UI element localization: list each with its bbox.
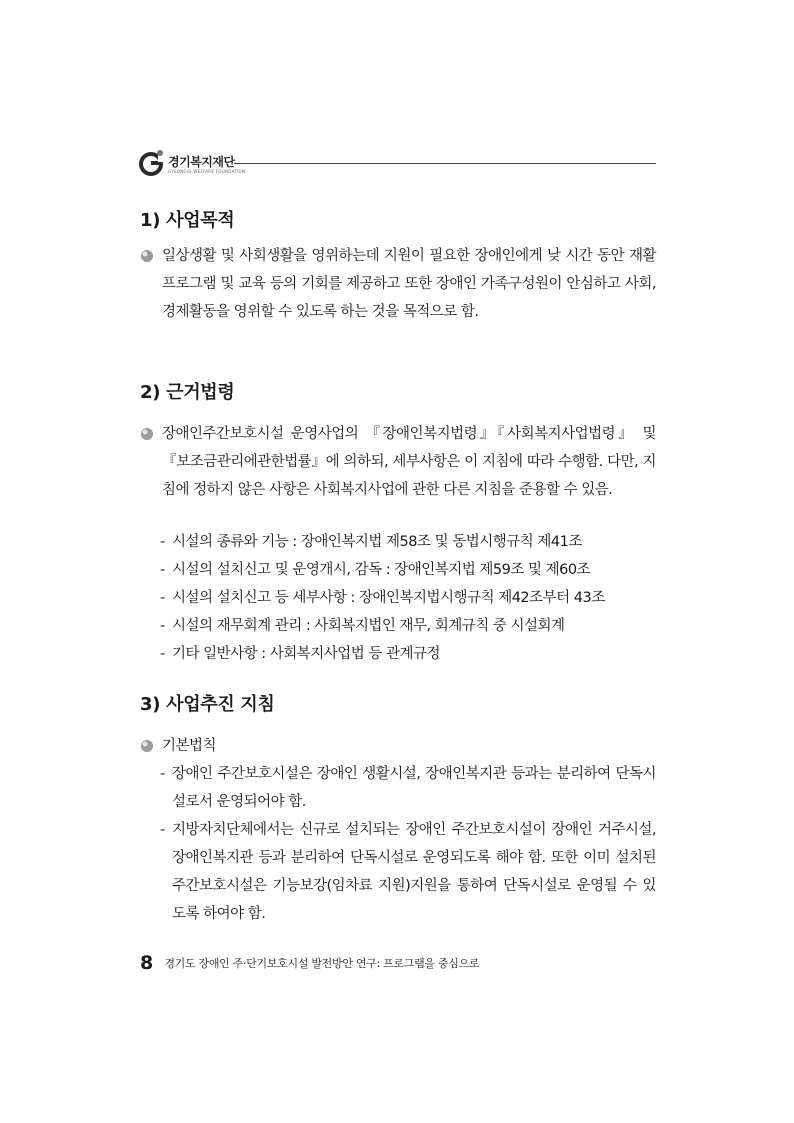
list-item: - 기타 일반사항 : 사회복지사업법 등 관계규정 xyxy=(160,646,441,662)
section-title-purpose: 1) 사업목적 xyxy=(140,210,235,231)
list-item: - 시설의 설치신고 등 세부사항 : 장애인복지법시행규칙 제42조부터 43조 xyxy=(160,590,605,606)
org-name: 경기복지재단 xyxy=(168,155,235,169)
section-title-guidelines: 3) 사업추진 지침 xyxy=(140,694,275,715)
list-item: - 시설의 설치신고 및 운영개시, 감독 : 장애인복지법 제59조 및 제60조 xyxy=(160,562,591,578)
sphere-bullet-icon xyxy=(140,427,154,441)
purpose-paragraph xyxy=(140,242,656,326)
legal-basis-list xyxy=(160,528,656,668)
list-item: - 지방자치단체에서는 신규로 설치되는 장애인 주간보호시설이 장애인 거주시설, 장애인복지관 등과 분리하여 단독시설로 운영되도록 해야 함. 또한 이미 설치된 주간보호시설은 기능보강(임차료 지원)지원을 통하여 단독시설로 운영될 수 있도록 하여야 함. xyxy=(160,822,656,922)
foundation-logo-icon xyxy=(138,148,166,176)
header-rule xyxy=(234,163,656,164)
page-number: 8 xyxy=(140,952,154,974)
sphere-bullet-icon xyxy=(140,249,154,263)
page-header xyxy=(138,148,656,178)
list-item: - 시설의 종류와 기능 : 장애인복지법 제58조 및 동법시행규칙 제41조 xyxy=(160,534,582,550)
legal-basis-paragraph xyxy=(140,420,656,504)
guidelines-list xyxy=(160,760,656,928)
sphere-bullet-icon xyxy=(140,739,154,753)
guidelines-heading xyxy=(140,732,656,760)
org-name-en: GYEONGGI WELFARE FOUNDATION xyxy=(168,169,246,174)
running-title: 경기도 장애인 주·단기보호시설 발전방안 연구: 프로그램을 중심으로 xyxy=(164,957,480,970)
section-title-legal-basis: 2) 근거법령 xyxy=(140,382,235,403)
list-item: - 장애인 주간보호시설은 장애인 생활시설, 장애인복지관 등과는 분리하여 단독시설로서 운영되어야 함. xyxy=(160,766,656,810)
purpose-text: 일상생활 및 사회생활을 영위하는데 지원이 필요한 장애인에게 낮 시간 동안 재활 프로그램 및 교육 등의 기회를 제공하고 또한 장애인 가족구성원이 안심하고 사회, 경제활동을 영위할 수 있도록 하는 것을 목적으로 함. xyxy=(162,248,656,320)
page-footer xyxy=(140,952,479,974)
legal-basis-text: 장애인주간보호시설 운영사업의 『장애인복지법령』『사회복지사업법령』 및 『보조금관리에관한법률』에 의하되, 세부사항은 이 지침에 따라 수행함. 다만, 지침에 정하지 않은 사항은 사회복지사업에 관한 다른 지침을 준용할 수 있음. xyxy=(162,426,656,498)
list-item: - 시설의 재무회계 관리 : 사회복지법인 재무, 회계규칙 중 시설회계 xyxy=(160,618,565,634)
guidelines-heading-text: 기본법칙 xyxy=(162,738,217,754)
